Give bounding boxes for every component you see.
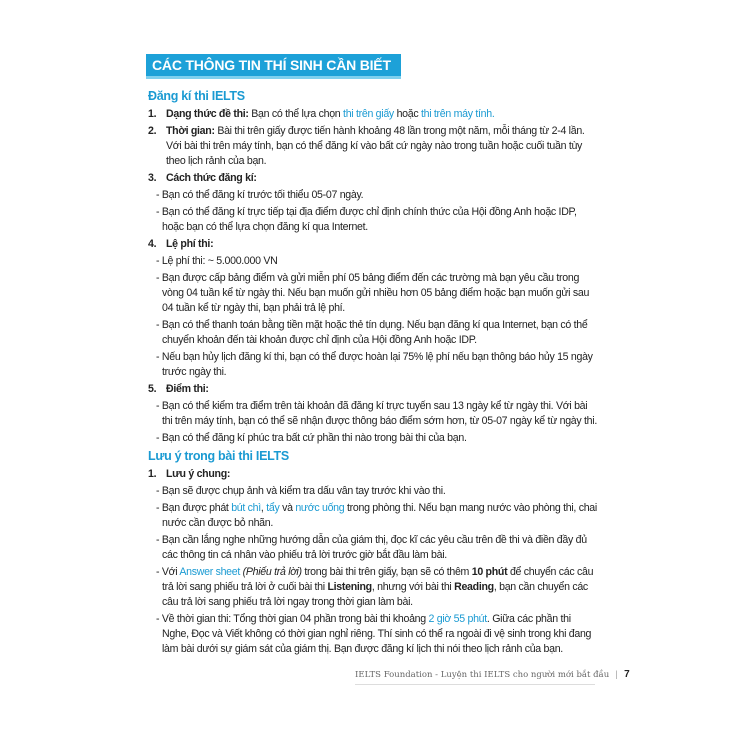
item-number: 4. (148, 238, 157, 250)
item-heading (148, 382, 598, 397)
section-heading: Lưu ý trong bài thi IELTS (148, 449, 289, 463)
item-heading (148, 107, 598, 122)
bullet-point (148, 431, 598, 446)
text-segment: và (279, 502, 296, 514)
highlight-text: thi trên máy tính. (420, 108, 495, 120)
item-heading (148, 171, 598, 186)
text-segment: - Bạn có thể đăng kí trực tiếp tại địa điểm được chỉ định chính thức của Hội đồng Anh hoặc IDP, hoặc bạn có thể lựa chọn đăng kí qua Internet. (156, 206, 577, 233)
text-segment: Listening (327, 581, 372, 593)
bullet-point (148, 188, 598, 203)
text-segment: - Với (156, 566, 180, 578)
numbered-item (148, 237, 598, 380)
item-text (166, 108, 494, 120)
bullet-point (148, 565, 598, 610)
highlight-text: thi trên giấy (343, 108, 394, 120)
text-segment: trong phòng thi. Nếu bạn mang nước vào phòng thi, chai nước cần được bỏ nhãn. (162, 502, 597, 529)
text-segment: - Về thời gian thi: Tổng thời gian 04 phần trong bài thi khoảng (156, 613, 429, 625)
text-segment: . Giữa các phần thi Nghe, Đọc và Viết không có thời gian nghỉ riêng. Thí sinh có thể ra ngoài đi vệ sinh trong khi đang làm bài dưới sự giám sát của giám thị. Bạn được đăng kí lịch thi nói theo lịch rảnh của bạn. (162, 613, 592, 655)
bullet-point (148, 484, 598, 499)
section-banner-title: CÁC THÔNG TIN THÍ SINH CẦN BIẾT (146, 54, 401, 79)
footer-separator: | (615, 670, 619, 680)
text-segment: - Bạn có thể đăng kí trước tối thiểu 05-07 ngày. (156, 189, 364, 201)
bullet-point (148, 271, 598, 316)
page-number: 7 (624, 669, 630, 680)
bullet-point (148, 399, 598, 429)
numbered-item (148, 171, 598, 235)
bullet-point (148, 501, 598, 531)
text-segment: Thời gian: (166, 125, 215, 137)
text-segment: Reading (454, 581, 494, 593)
item-text (166, 172, 257, 184)
item-number: 1. (148, 108, 157, 120)
item-heading (148, 124, 598, 169)
numbered-item (148, 467, 598, 657)
text-segment: - Bạn sẽ được chụp ảnh và kiểm tra dấu vân tay trước khi vào thi. (156, 485, 446, 497)
highlight-text: Answer sheet (179, 566, 240, 578)
text-segment: 10 phút (471, 566, 508, 578)
text-segment: Dạng thức đề thi: (166, 108, 249, 120)
text-segment: Bài thi trên giấy được tiến hành khoảng 48 lần trong một năm, mỗi tháng từ 2-4 lần. Với bài thi trên máy tính, bạn có thể đăng kí vào bất cứ ngày nào trong tuần hoặc cuối tuần tùy theo lịch rảnh của bạn. (166, 125, 585, 167)
text-segment: - Nếu bạn hủy lịch đăng kí thi, bạn có thể được hoàn lại 75% lệ phí nếu bạn thông báo hủy 15 ngày trước ngày thi. (156, 351, 593, 378)
text-segment: để chuyển các câu trả lời sang phiếu trả lời ở cuối bài thi (162, 566, 594, 593)
highlight-text: bút chì (231, 502, 261, 514)
text-segment: - Bạn được phát (156, 502, 232, 514)
text-segment: , nhưng với bài thi (371, 581, 455, 593)
text-segment: Lệ phí thi: (166, 238, 214, 250)
bullet-point (148, 254, 598, 269)
highlight-text: nước uống (295, 502, 345, 514)
text-segment: - Bạn cần lắng nghe những hướng dẫn của giám thị, đọc kĩ các yêu cầu trên đề thi và điền đầy đủ các thông tin cá nhân vào phiếu trả lời trước giờ bắt đầu làm bài. (156, 534, 587, 561)
item-heading (148, 237, 598, 252)
banner-area (0, 0, 750, 79)
item-text (166, 125, 585, 167)
bullet-point (148, 318, 598, 348)
text-segment: hoặc (393, 108, 421, 120)
highlight-text: tẩy (266, 502, 280, 514)
item-number: 3. (148, 172, 157, 184)
text-segment: - Bạn có thể đăng kí phúc tra bất cứ phần thi nào trong bài thi của bạn. (156, 432, 467, 444)
text-segment: - Bạn có thể kiểm tra điểm trên tài khoản đã đăng kí trực tuyến sau 13 ngày kể từ ngày thi. Với bài thi trên máy tính, bạn có thể sẽ nhận được thông báo điểm sớm hơn, từ 05-07 ngày kể từ ngày thi. (156, 400, 597, 427)
text-segment: Bạn có thể lựa chọn (248, 108, 344, 120)
bullet-point (148, 205, 598, 235)
numbered-item (148, 382, 598, 446)
item-heading (148, 467, 598, 482)
document-body (148, 88, 598, 657)
bullet-point (148, 612, 598, 657)
text-segment: trong bài thi trên giấy, bạn sẽ có thêm (301, 566, 472, 578)
footer-book-title: IELTS Foundation - Luyện thi IELTS cho người mới bắt đầu (355, 670, 610, 680)
item-text (166, 468, 230, 480)
highlight-text: 2 giờ 55 phút (428, 613, 487, 625)
item-text (166, 383, 209, 395)
bullet-point (148, 533, 598, 563)
numbered-item (148, 107, 598, 122)
item-number: 5. (148, 383, 157, 395)
numbered-item (148, 124, 598, 169)
text-segment: Điểm thi: (166, 383, 209, 395)
text-segment: - Bạn được cấp bảng điểm và gửi miễn phí 05 bảng điểm đến các trường mà bạn yêu cầu trong vòng 04 tuần kể từ ngày thi. Nếu bạn muốn gửi nhiều hơn 05 bảng điểm hoặc bạn muốn gửi sau 04 tuần kể từ ngày thi, bạn phải trả lệ phí. (156, 272, 590, 314)
section-heading: Đăng kí thi IELTS (148, 89, 245, 103)
item-number: 1. (148, 468, 157, 480)
page-footer (355, 669, 630, 685)
item-text (166, 238, 213, 250)
text-segment: (Phiếu trả lời) (242, 566, 302, 578)
text-segment: Cách thức đăng kí: (166, 172, 257, 184)
text-segment: Lưu ý chung: (166, 468, 231, 480)
bullet-point (148, 350, 598, 380)
text-segment: - Lệ phí thi: ~ 5.000.000 VN (156, 255, 278, 267)
item-number: 2. (148, 125, 157, 137)
text-segment: , bạn cần chuyển các câu trả lời sang phiếu trả lời ngay trong thời gian làm bài. (162, 581, 588, 608)
text-segment: - Bạn có thể thanh toán bằng tiền mặt hoặc thẻ tín dụng. Nếu bạn đăng kí qua Internet, bạn có thể chuyển khoản đến tài khoản được chỉ định của Hội đồng Anh hoặc IDP. (156, 319, 588, 346)
text-segment: , (260, 502, 267, 514)
